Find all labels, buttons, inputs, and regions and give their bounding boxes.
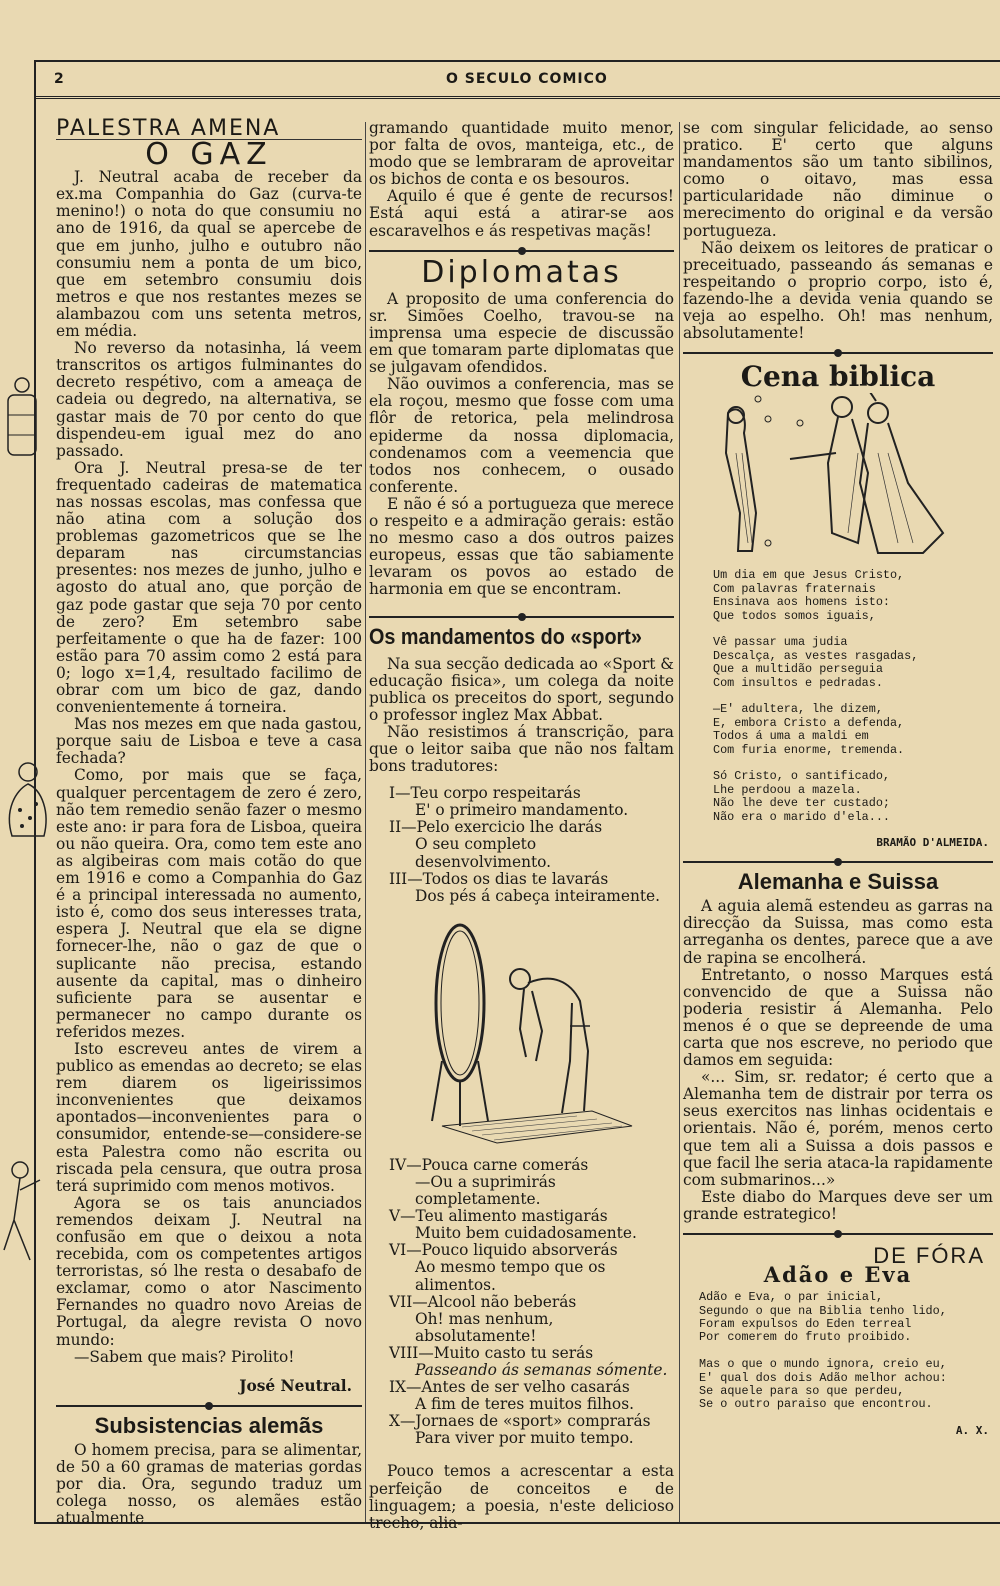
commandment-line: Muito bem cuidadosamente. bbox=[415, 1224, 637, 1243]
column-3 bbox=[683, 120, 993, 1443]
paragraph: «... Sim, sr. redator; é certo que a Alemanha tem de distrair por terra os seus exercitos nas linhas ocidentais e orientais. Não é, porém, menos certo que tem ali a Suissa a dois passos e que facil lhe seria ataca-la rapidamente com submarinos...» bbox=[683, 1068, 993, 1189]
commandment-line: —Ou a suprimirás completamente. bbox=[415, 1172, 556, 1209]
commandment-line: Para viver por muito tempo. bbox=[415, 1429, 634, 1448]
paragraph: Aquilo é que é gente de recursos! Está aqui está a atirar-se aos escaravelhos e ás respetivas maçãs! bbox=[369, 187, 674, 240]
commandment-line: O seu completo desenvolvimento. bbox=[415, 835, 552, 871]
paragraph: Na sua secção dedicada ao «Sport & educação fisica», um colega da noite publica os preceitos do sport, segundo o professor inglez Max Abbat. bbox=[369, 654, 674, 724]
commandment-line: II—Pelo exercicio lhe darás bbox=[389, 818, 603, 837]
article-title: O GAZ bbox=[145, 137, 273, 173]
column-divider bbox=[365, 122, 366, 1522]
paragraph: gramando quantidade muito menor, por falta de ovos, manteiga, etc., de modo que se lembraram de aproveitar os bichos de conta e os besouros. bbox=[369, 119, 674, 189]
margin-doodle-dancer bbox=[0, 1150, 50, 1270]
commandment-line: Oh! mas nenhum, absolutamente! bbox=[415, 1309, 554, 1345]
commandment-line: Dos pés á cabeça inteiramente. bbox=[415, 886, 661, 905]
paragraph: A proposito de uma conferencia do sr. Simões Coelho, travou-se na imprensa uma especie de discussão em que tomaram parte diplomatas que se julgavam ofendidos. bbox=[369, 289, 674, 377]
column-1 bbox=[56, 116, 362, 1528]
commandment-line: VIII—Muito casto tu serás bbox=[389, 1343, 594, 1362]
paragraph: O homem precisa, para se alimentar, de 50 a 60 gramas de materias gordas por dia. Ora, segundo traduz um colega nosso, os alemães estão atualmente bbox=[56, 1440, 362, 1528]
margin-doodle-figure bbox=[2, 760, 50, 840]
page-number: 2 bbox=[54, 71, 64, 87]
column-divider bbox=[679, 122, 680, 1522]
article-title: Adão e Eva bbox=[763, 1262, 913, 1288]
commandments-list bbox=[369, 1157, 674, 1448]
paragraph: Isto escreveu antes de virem a publico as emendas ao decreto; se elas rem diarem os ligeirissimos inconvenientes que deixamos apontados—inconvenientes para o consumidor, entende-se—considere-se esta Palestra como não escrita ou riscada pela censura, que outra prosa terá suprimido com menos motivos. bbox=[56, 1039, 362, 1195]
poem: Um dia em que Jesus Cristo, Com palavras fraternais Ensinava aos homens isto: Que todos somos iguais, Vê passar uma judia Descalça, as vestes rasgadas, Que a multidão perseguia Com insultos e pedradas. —E' adultera, lhe dizem, E, embora Cristo a defenda, Todos á uma a maldi em Com furia enorme, tremenda. Só Cristo, o santificado, Lhe perdoou a mazela. Não lhe deve ter custado; Não era o marido d'ela... bbox=[713, 568, 919, 824]
poem-signature: BRAMÃO D'ALMEIDA. bbox=[876, 836, 989, 850]
commandment-line: Passeando ás semanas sómente. bbox=[415, 1360, 668, 1379]
paragraph: A aguia alemã estendeu as garras na direcção da Suissa, mas como esta arreganha os dentes, parece que a ave de rapina se encolherá. bbox=[683, 897, 993, 967]
newspaper-title: O SECULO COMICO bbox=[446, 71, 608, 87]
article-title: Diplomatas bbox=[421, 254, 622, 290]
margin-doodle-barrel bbox=[2, 375, 42, 465]
commandment-line: E' o primeiro mandamento. bbox=[415, 801, 629, 820]
commandment-line: IV—Pouca carne comerás bbox=[389, 1155, 589, 1174]
commandment-line: A fim de teres muitos filhos. bbox=[415, 1395, 634, 1414]
paragraph: No reverso da notasinha, lá veem transcritos os artigos fulminantes do decreto respétivo, com a ameaça de cadeia ou degredo, na alternativa, se gastar mais de 70 por cento do que dispendeu-em igual mez do ano passado. bbox=[56, 339, 362, 460]
divider bbox=[56, 1401, 362, 1411]
poem: Adão e Eva, o par inicial, Segundo o que na Biblia tenho lido, Foram expulsos do Eden terreal Por comerem do fruto proibido. Mas o que o mundo ignora, creio eu, E' qual dos dois Adão melhor achou: Se aquele para so que perdeu, Se o outro paraiso que encontrou. bbox=[699, 1290, 947, 1412]
divider bbox=[683, 1229, 993, 1239]
article-title: Subsistencias alemãs bbox=[94, 1412, 324, 1438]
commandment-line: Ao mesmo tempo que os alimentos. bbox=[415, 1258, 606, 1294]
paragraph: Como, por mais que se faça, qualquer percentagem de zero é zero, não tem remedio senão fazer o mesmo este ano: ir para fora de Lisboa, queira ou não queira. Ora, como tem este ano as algibeiras com mais cotão do que em 1916 e como a Companhia do Gaz é a principal interessada no aumento, isto é, como dos seus interesses trata, espera J. Neutral que ela se digne fornecer-lhe, não o gaz de que o suplicante não precisa, estando ausente da capital, mas o dinheiro suficiente para se ausentar e permanecer no campo durante os referidos mezes. bbox=[56, 766, 362, 1041]
page-header bbox=[36, 62, 1000, 99]
paragraph: —Sabem que mais? Pirolito! bbox=[74, 1347, 295, 1366]
newspaper-page bbox=[34, 60, 1000, 1532]
divider bbox=[683, 348, 993, 358]
paragraph: se com singular felicidade, ao senso pratico. E' certo que alguns mandamentos são um tanto sibilinos, como o oitavo, mas essa particularidade não diminue o merecimento do original e da versão portugueza. bbox=[683, 119, 993, 240]
commandment-line: III—Todos os dias te lavarás bbox=[389, 869, 609, 888]
paragraph: Este diabo do Marques deve ser um grande estrategico! bbox=[683, 1187, 993, 1223]
commandment-line: VII—Alcool não beberás bbox=[389, 1292, 577, 1311]
article-title: Alemanha e Suissa bbox=[737, 869, 939, 895]
paragraph: Não deixem os leitores de praticar o preceituado, passeando ás semanas e respeitando o proprio corpo, isto é, fazendo-lhe a devida venia quando se veja ao espelho. Oh! mas nenhum, absolutamente! bbox=[683, 238, 993, 343]
section-title: DE FÓRA bbox=[873, 1243, 985, 1268]
mirror-exercise-illustration bbox=[402, 911, 642, 1151]
paragraph: Não resistimos á transcrição, para que o leitor saiba que não nos faltam bons tradutores: bbox=[369, 722, 674, 776]
divider bbox=[369, 246, 674, 256]
commandment-line: V—Teu alimento mastigarás bbox=[389, 1207, 608, 1226]
commandment-line: IX—Antes de ser velho casarás bbox=[389, 1378, 630, 1397]
commandment-line: X—Jornaes de «sport» comprarás bbox=[389, 1412, 651, 1431]
poem-signature: A. X. bbox=[955, 1423, 989, 1437]
section-title: PALESTRA AMENA bbox=[56, 120, 362, 140]
article-title: Cena biblica bbox=[740, 360, 936, 394]
commandment-line: I—Teu corpo respeitarás bbox=[389, 784, 581, 803]
divider bbox=[369, 612, 674, 622]
signature: José Neutral. bbox=[239, 1376, 352, 1395]
paragraph: E não é só a portugueza que merece o respeito e a admiração gerais: estão no mesmo caso a dos outros paizes europeus, essas que tão sabiamente levaram os povos ao estado de harmonia em que se encontram. bbox=[369, 494, 674, 599]
paragraph: Ora J. Neutral presa-se de ter frequentado cadeiras de matematica nas nossas escolas, mas confessa que não atina com a solução dos problemas gazometricos que se lhe deparam nas circumstancias presentes: nos mezes de junho, julho e agosto do atual ano, que porção de gaz pode gastar que seja 70 por cento de zero? Em setembro sabe perfeitamente o que ha de fazer: 100 estão para 70 assim como 2 está para 0; logo x=1,4, resultado facilimo de obrar com um bico de gaz, dando convenientemente á torneira. bbox=[56, 458, 362, 717]
paragraph: Entretanto, o nosso Marques está convencido de que a Suissa não poderia resistir á Alemanha. Pelo menos é o que se depreende de uma carta que nos escreve, no periodo que damos em seguida: bbox=[683, 965, 993, 1070]
column-2 bbox=[369, 120, 674, 1532]
paragraph: Mas nos mezes em que nada gastou, porque saiu de Lisboa e teve a casa fechada? bbox=[56, 715, 362, 768]
divider bbox=[683, 857, 993, 867]
paragraph: J. Neutral acaba de receber da ex.ma Companhia do Gaz (curva-te menino!) o nota do que consumiu no ano de 1916, da qual se apercebe de que em junho, julho e outubro não consumiu nem a ponta de um bico, que em setembro consumiu dois metros e que nos restantes mezes se alambazou com uns setenta metros, em média. bbox=[56, 168, 362, 341]
biblical-scene-illustration bbox=[708, 393, 968, 563]
commandment-line: VI—Pouco liquido absorverás bbox=[389, 1241, 618, 1260]
commandments-list bbox=[369, 785, 674, 905]
paragraph: Pouco temos a acrescentar a esta perfeição de conceitos e de linguagem; a poesia, n'este delicioso trecho, alia- bbox=[369, 1462, 674, 1532]
paragraph: Não ouvimos a conferencia, mas se ela roçou, mesmo que fosse com uma flôr de retorica, pela melindrosa epiderme da nossa diplomacia, condenamos com a veemencia que todos nos conhecem, o ousado conferente. bbox=[369, 375, 674, 496]
article-title: Os mandamentos do «sport» bbox=[369, 624, 642, 650]
paragraph: Agora se os tais anunciados remendos deixam J. Neutral na confusão em que o deixou a nota recebida, com os competentes artigos terroristas, só lhe resta o desabafo de exclamar, como o ator Nascimento Fernandes no quadro novo Areias de Portugal, da alegre revista O novo mundo: bbox=[56, 1193, 362, 1349]
